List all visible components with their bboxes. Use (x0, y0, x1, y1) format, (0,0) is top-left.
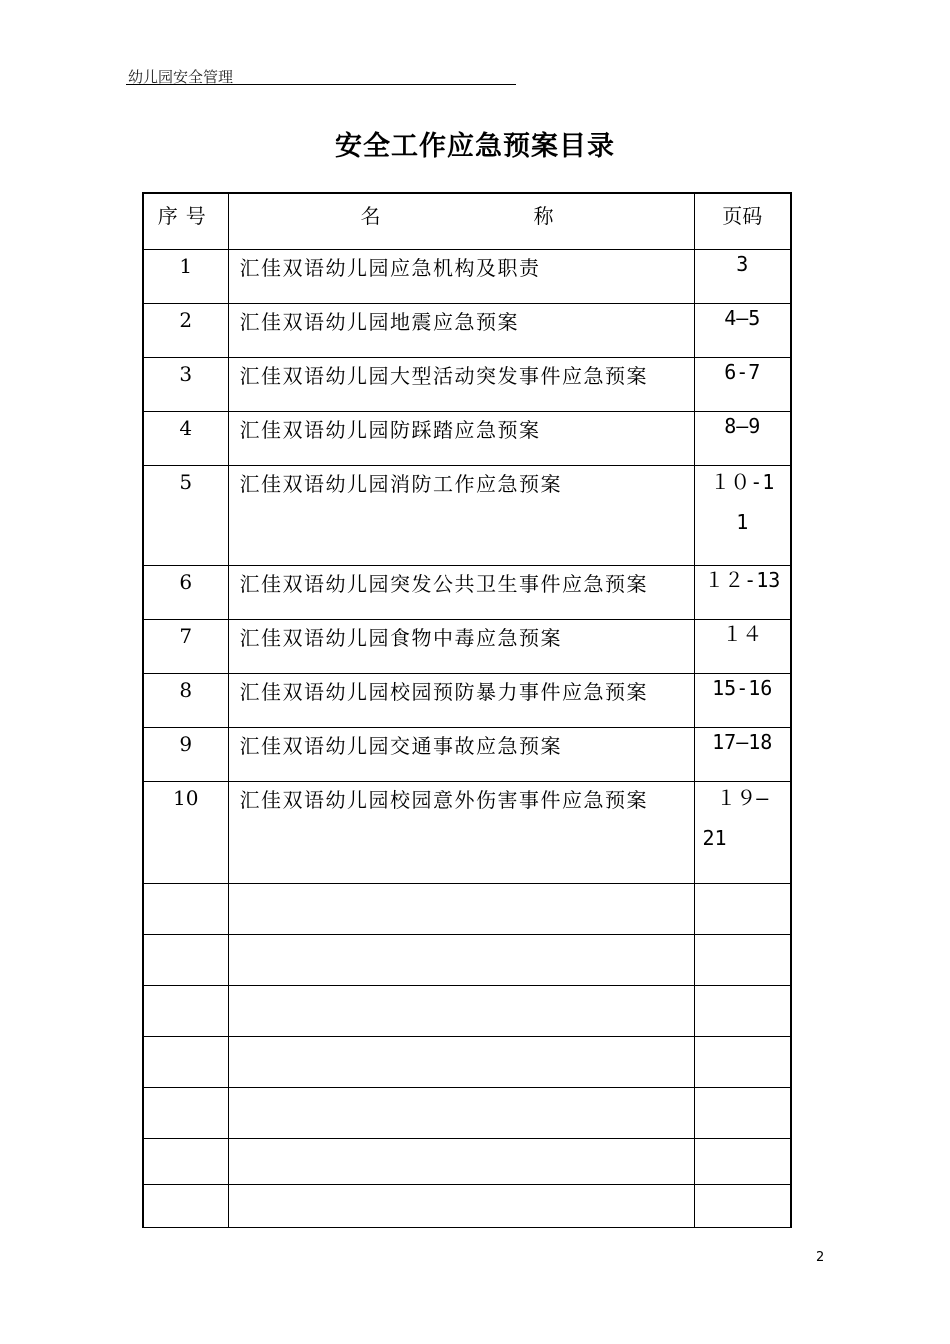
running-header: 幼儿园安全管理 (128, 68, 234, 86)
table-row (143, 565, 791, 619)
row-number: 6 (143, 565, 228, 619)
empty-row (143, 1087, 791, 1138)
header-name-right: 称 (533, 204, 554, 228)
row-page-line1: 8—9 (724, 413, 761, 438)
empty-cell (228, 1184, 694, 1227)
row-title: 汇佳双语幼儿园防踩踏应急预案 (228, 411, 694, 465)
empty-cell (228, 1036, 694, 1087)
row-page (694, 565, 791, 619)
row-page (694, 303, 791, 357)
row-page (694, 619, 791, 673)
empty-row (143, 934, 791, 985)
empty-cell (694, 1087, 791, 1138)
toc-table (142, 192, 792, 1228)
row-page-line1: 3 (736, 251, 749, 276)
row-title: 汇佳双语幼儿园大型活动突发事件应急预案 (228, 357, 694, 411)
empty-cell (694, 985, 791, 1036)
empty-cell (694, 1036, 791, 1087)
row-page (694, 411, 791, 465)
row-title: 汇佳双语幼儿园交通事故应急预案 (228, 727, 694, 781)
table-row (143, 619, 791, 673)
row-page-line1: １４ (722, 621, 763, 646)
row-page-line1: 4—5 (724, 305, 761, 330)
row-number: 1 (143, 249, 228, 303)
table-row (143, 303, 791, 357)
row-number: 10 (143, 781, 228, 883)
empty-cell (228, 934, 694, 985)
row-number: 2 (143, 303, 228, 357)
empty-cell (143, 985, 228, 1036)
empty-cell (694, 1138, 791, 1184)
empty-cell (143, 934, 228, 985)
page-number: 2 (816, 1250, 825, 1265)
table-row (143, 465, 791, 565)
empty-cell (143, 1087, 228, 1138)
row-page-line1: １９— (716, 785, 769, 810)
header-rule (126, 84, 516, 85)
row-page (694, 357, 791, 411)
row-number: 7 (143, 619, 228, 673)
row-page-line1: 17—18 (712, 729, 773, 754)
empty-cell (228, 1087, 694, 1138)
row-page-line2: 1 (736, 509, 749, 534)
empty-row (143, 1036, 791, 1087)
row-number: 4 (143, 411, 228, 465)
row-title: 汇佳双语幼儿园应急机构及职责 (228, 249, 694, 303)
row-page (694, 727, 791, 781)
row-number: 9 (143, 727, 228, 781)
table-row (143, 673, 791, 727)
row-title: 汇佳双语幼儿园食物中毒应急预案 (228, 619, 694, 673)
empty-row (143, 1184, 791, 1227)
empty-cell (694, 883, 791, 934)
header-page: 页码 (694, 193, 791, 249)
row-title: 汇佳双语幼儿园校园意外伤害事件应急预案 (228, 781, 694, 883)
empty-cell (143, 883, 228, 934)
row-page-line1: 15-16 (712, 675, 773, 700)
row-page-line2: 21 (702, 825, 727, 850)
header-name (228, 193, 694, 249)
empty-cell (694, 934, 791, 985)
empty-cell (228, 985, 694, 1036)
row-page (694, 249, 791, 303)
empty-row (143, 883, 791, 934)
row-page-line1: １０-1 (710, 469, 775, 494)
empty-row (143, 985, 791, 1036)
table-row (143, 411, 791, 465)
page-title: 安全工作应急预案目录 (335, 131, 615, 162)
row-number: 3 (143, 357, 228, 411)
row-page-line1: １２-13 (704, 567, 781, 592)
table-row (143, 781, 791, 883)
row-page-line1: 6-7 (724, 359, 761, 384)
row-number: 5 (143, 465, 228, 565)
row-title: 汇佳双语幼儿园校园预防暴力事件应急预案 (228, 673, 694, 727)
empty-cell (228, 883, 694, 934)
header-name-left: 名 (360, 204, 381, 228)
empty-cell (143, 1138, 228, 1184)
row-page (694, 673, 791, 727)
row-title: 汇佳双语幼儿园消防工作应急预案 (228, 465, 694, 565)
row-title: 汇佳双语幼儿园地震应急预案 (228, 303, 694, 357)
table-row (143, 249, 791, 303)
row-number: 8 (143, 673, 228, 727)
row-page (694, 465, 791, 565)
table-row (143, 357, 791, 411)
empty-cell (143, 1184, 228, 1227)
empty-row (143, 1138, 791, 1184)
toc-header-row (143, 193, 791, 249)
header-no: 序号 (143, 193, 228, 249)
row-title: 汇佳双语幼儿园突发公共卫生事件应急预案 (228, 565, 694, 619)
row-page (694, 781, 791, 883)
empty-cell (143, 1036, 228, 1087)
empty-cell (228, 1138, 694, 1184)
table-row (143, 727, 791, 781)
empty-cell (694, 1184, 791, 1227)
